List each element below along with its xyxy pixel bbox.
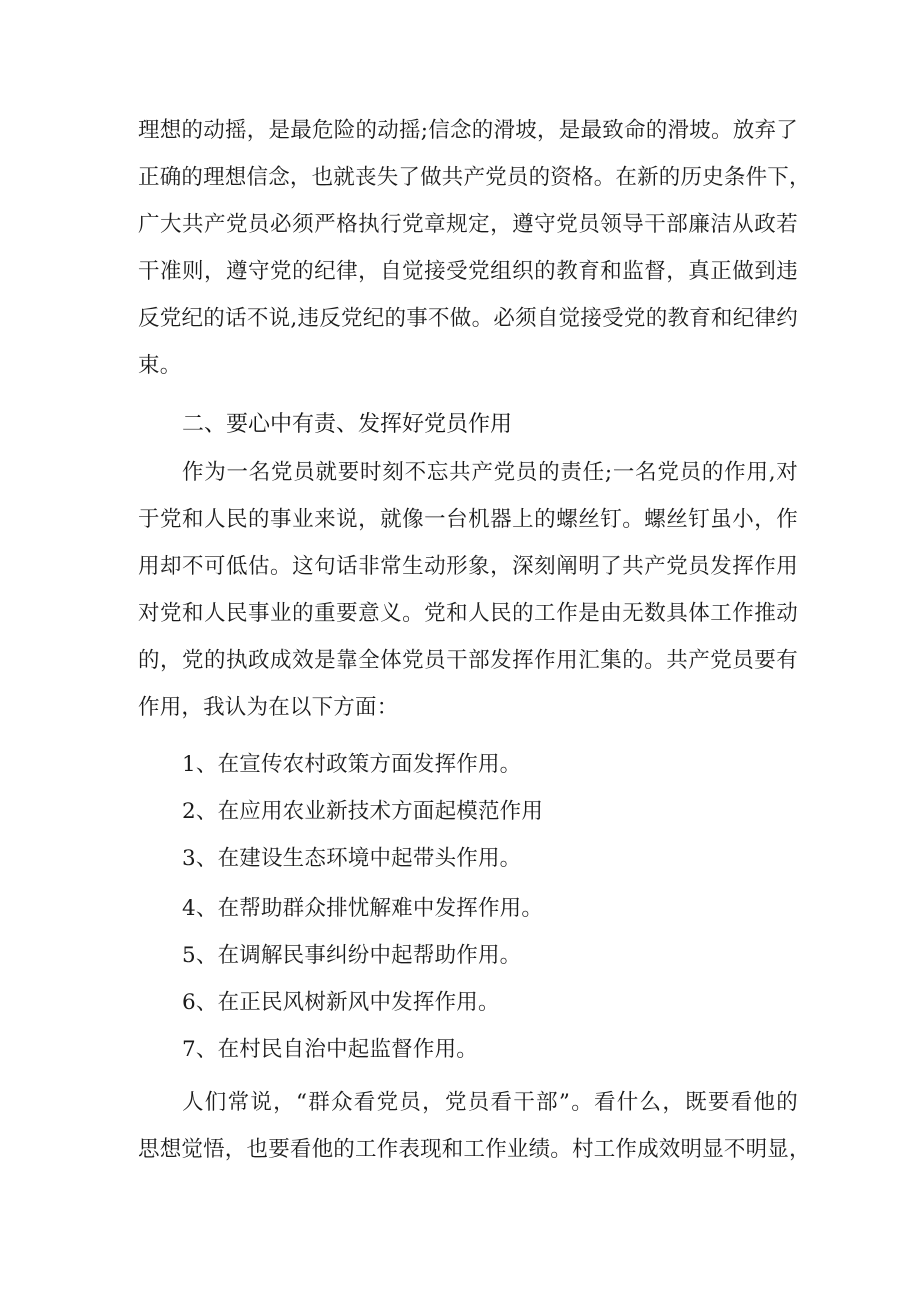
paragraph1-line-1: 理想的动摇，是最危险的动摇;信念的滑坡，是最致命的滑坡。放弃了	[138, 118, 798, 143]
paragraph2-line-2: 于党和人民的事业来说，就像一台机器上的螺丝钉。螺丝钉虽小，作	[138, 507, 798, 532]
paragraph2-line-1: 作为一名党员就要时刻不忘共产党员的责任;一名党员的作用,对	[182, 460, 798, 485]
paragraph2-line-6: 作用，我认为在以下方面：	[138, 695, 399, 720]
list-item: 7、在村民自治中起监督作用。	[182, 1037, 478, 1062]
paragraph1-line-4: 干准则，遵守党的纪律，自觉接受党组织的教育和监督，真正做到违	[138, 259, 798, 284]
paragraph1-line-5: 反党纪的话不说,违反党纪的事不做。必须自觉接受党的教育和纪律约	[138, 306, 798, 331]
list-item: 4、在帮助群众排忧解难中发挥作用。	[182, 896, 544, 921]
paragraph3-line-2: 思想觉悟，也要看他的工作表现和工作业绩。村工作成效明显不明显，	[138, 1137, 811, 1162]
list-item: 1、在宣传农村政策方面发挥作用。	[182, 752, 522, 777]
paragraph2-line-5: 的，党的执政成效是靠全体党员干部发挥作用汇集的。共产党员要有	[138, 648, 798, 673]
paragraph1-line-3: 广大共产党员必须严格执行党章规定，遵守党员领导干部廉洁从政若	[138, 212, 798, 237]
paragraph1-line-6: 束。	[138, 353, 182, 378]
paragraph2-line-4: 对党和人民事业的重要意义。党和人民的工作是由无数具体工作推动	[138, 601, 798, 626]
list-item: 5、在调解民事纠纷中起帮助作用。	[182, 943, 522, 968]
paragraph1-line-2: 正确的理想信念，也就丧失了做共产党员的资格。在新的历史条件下，	[138, 165, 811, 190]
paragraph3-line-1: 人们常说，“群众看党员，党员看干部”。看什么，既要看他的	[182, 1090, 798, 1115]
list-item: 3、在建设生态环境中起带头作用。	[182, 846, 522, 871]
list-item: 6、在正民风树新风中发挥作用。	[182, 990, 500, 1015]
section-heading: 二、要心中有责、发挥好党员作用	[182, 412, 513, 437]
list-item: 2、在应用农业新技术方面起模范作用	[182, 799, 544, 824]
paragraph2-line-3: 用却不可低估。这句话非常生动形象，深刻阐明了共产党员发挥作用	[138, 554, 798, 579]
